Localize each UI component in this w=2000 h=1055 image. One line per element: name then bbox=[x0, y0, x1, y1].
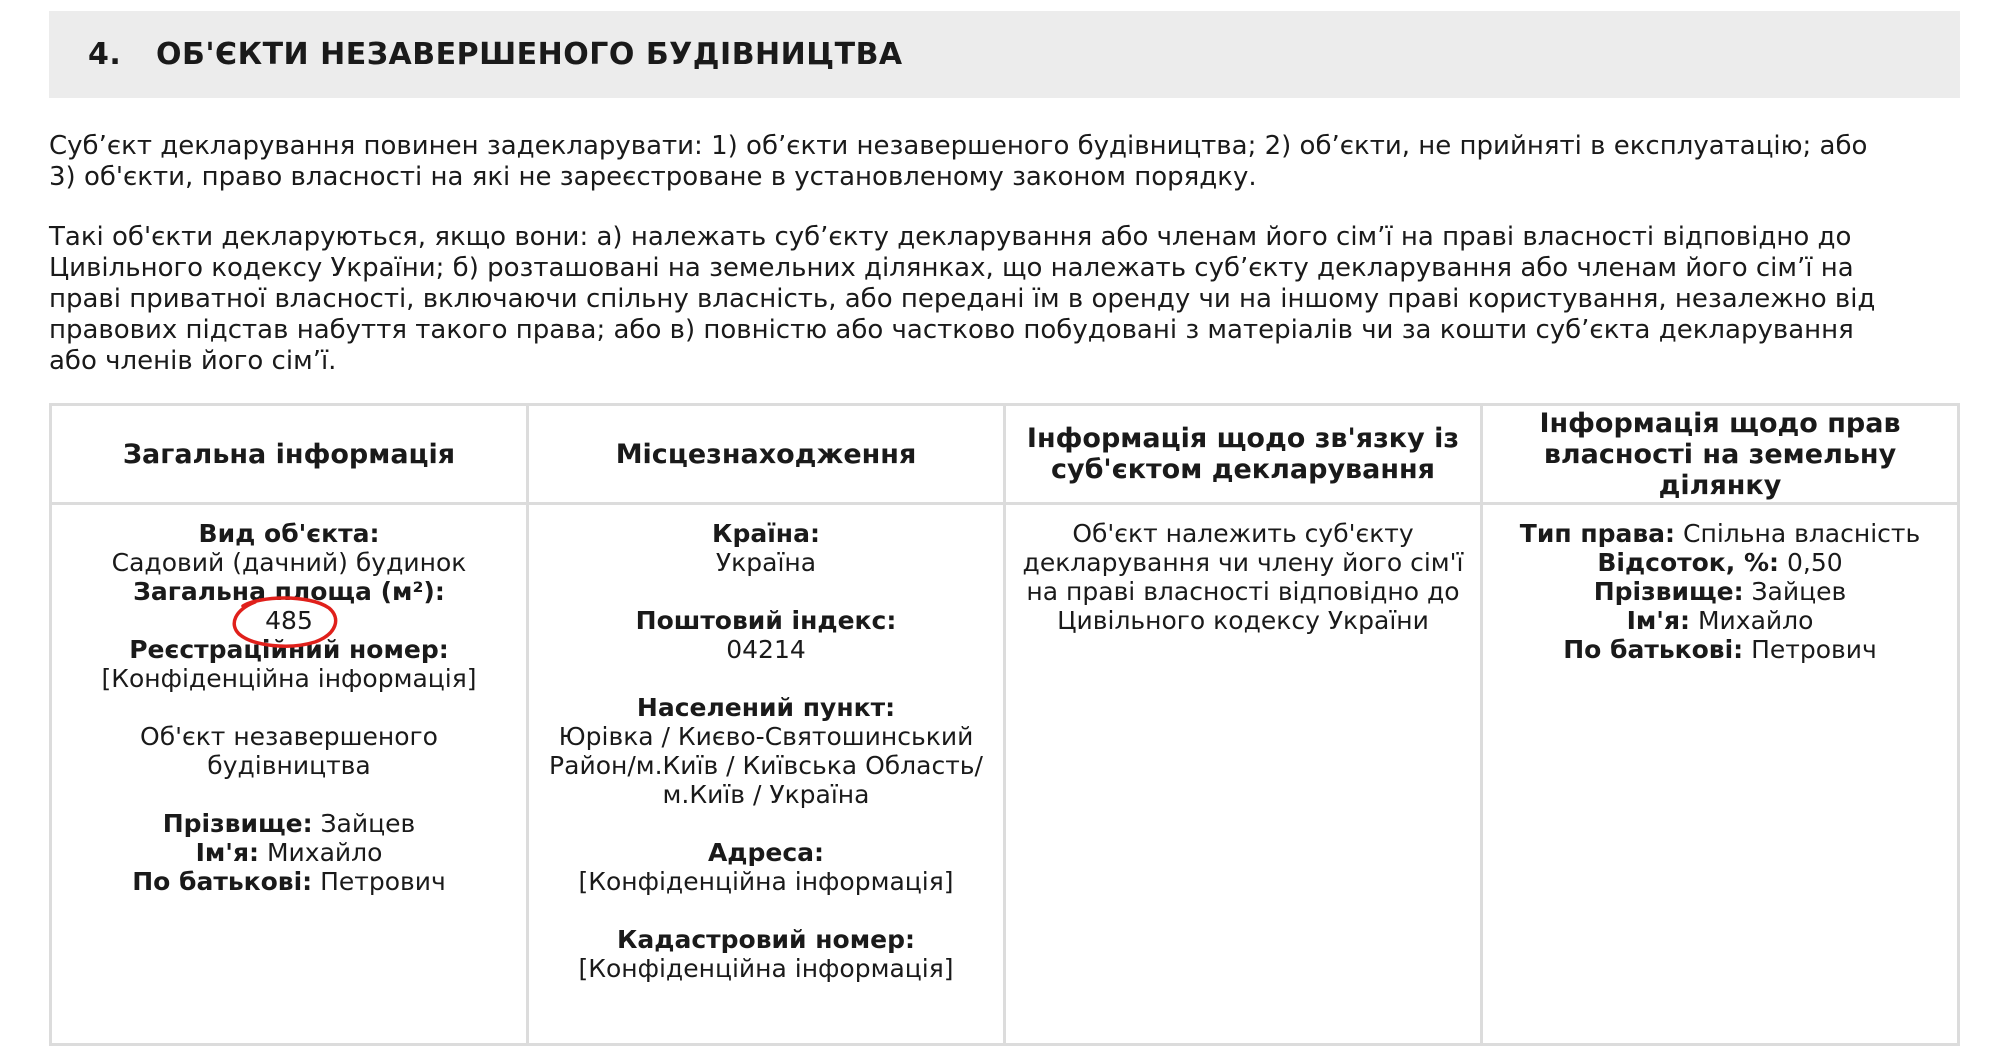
general-main-block bbox=[60, 519, 518, 693]
patronymic-label: По батькові: bbox=[132, 867, 313, 896]
header-location-label: Місцезнаходження bbox=[615, 438, 917, 470]
share-value: 0,50 bbox=[1786, 548, 1843, 577]
header-relation bbox=[1005, 405, 1482, 504]
owner-block bbox=[60, 809, 518, 896]
relation-line: Об'єкт належить суб'єкту bbox=[1072, 519, 1414, 548]
country-block bbox=[537, 519, 995, 577]
settlement-line: Район/м.Київ / Київська Область/ bbox=[549, 751, 983, 780]
area-value-wrap bbox=[265, 606, 313, 635]
header-location bbox=[528, 405, 1005, 504]
intro-p1-line: 3) об'єкти, право власності на які не зареєстроване в установленому законом порядку. bbox=[49, 162, 1257, 192]
country-value: Україна bbox=[715, 548, 817, 577]
object-type-value: Садовий (дачний) будинок bbox=[111, 548, 467, 577]
header-land-line: ділянку bbox=[1658, 469, 1782, 501]
header-land-rights bbox=[1482, 405, 1959, 504]
address-label: Адреса: bbox=[707, 838, 825, 867]
intro-paragraph-2 bbox=[49, 222, 1960, 377]
registration-number-value: [Конфіденційна інформація] bbox=[101, 664, 477, 693]
cadastral-value: [Конфіденційна інформація] bbox=[578, 954, 954, 983]
intro-p2-line: правових підстав набуття такого права; або в) повністю або частково побудовані з матеріалів чи за кошти суб’єкта декларування bbox=[49, 315, 1854, 345]
intro-p2-line: або членів його сім’ї. bbox=[49, 346, 337, 376]
land-surname-label: Прізвище: bbox=[1593, 577, 1744, 606]
cell-land-rights bbox=[1482, 504, 1959, 1045]
settlement-block bbox=[537, 693, 995, 809]
unfinished-objects-table bbox=[49, 403, 1960, 1046]
header-land-line: Інформація щодо прав bbox=[1539, 407, 1901, 439]
right-type-label: Тип права: bbox=[1519, 519, 1676, 548]
share-label: Відсоток, %: bbox=[1597, 548, 1780, 577]
object-status-block bbox=[60, 722, 518, 780]
land-name-label: Ім'я: bbox=[1626, 606, 1691, 635]
table-header-row bbox=[51, 405, 1959, 504]
header-general bbox=[51, 405, 528, 504]
header-general-label: Загальна інформація bbox=[122, 438, 456, 470]
land-rights-block bbox=[1491, 519, 1949, 664]
intro-paragraph-1 bbox=[49, 131, 1960, 193]
header-land-line: власності на земельну bbox=[1543, 438, 1897, 470]
relation-block bbox=[1014, 519, 1472, 635]
cell-location bbox=[528, 504, 1005, 1045]
registration-number-label: Реєстраційний номер: bbox=[129, 635, 449, 664]
section-title bbox=[88, 37, 903, 72]
cell-relation bbox=[1005, 504, 1482, 1045]
surname-label: Прізвище: bbox=[162, 809, 313, 838]
section-number: 4. bbox=[88, 37, 122, 72]
cell-general bbox=[51, 504, 528, 1045]
area-label: Загальна площа (м²): bbox=[133, 577, 445, 606]
postal-label: Поштовий індекс: bbox=[635, 606, 897, 635]
header-relation-line: Інформація щодо зв'язку із bbox=[1026, 423, 1460, 454]
country-label: Країна: bbox=[712, 519, 820, 548]
object-status-line: будівництва bbox=[207, 751, 371, 780]
section-header bbox=[49, 11, 1960, 98]
table-row bbox=[51, 504, 1959, 1045]
postal-block bbox=[537, 606, 995, 664]
object-type-label: Вид об'єкта: bbox=[198, 519, 380, 548]
land-patronymic-label: По батькові: bbox=[1563, 635, 1744, 664]
intro-p2-line: праві приватної власності, включаючи спільну власність, або передані їм в оренду чи на іншому праві користування, незалежно від bbox=[49, 284, 1876, 314]
land-patronymic-value: Петрович bbox=[1751, 635, 1877, 664]
settlement-line: м.Київ / Україна bbox=[662, 780, 870, 809]
patronymic-value: Петрович bbox=[320, 867, 446, 896]
land-surname-value: Зайцев bbox=[1751, 577, 1847, 606]
object-status-line: Об'єкт незавершеного bbox=[140, 722, 438, 751]
postal-value: 04214 bbox=[726, 635, 806, 664]
settlement-line: Юрівка / Києво-Святошинський bbox=[558, 722, 974, 751]
name-label: Ім'я: bbox=[195, 838, 260, 867]
intro-p1-line: Суб’єкт декларування повинен задекларувати: 1) об’єкти незавершеного будівництва; 2) об’єкти, не прийняті в експлуатацію; або bbox=[49, 131, 1868, 161]
relation-line: декларування чи члену його сім'ї bbox=[1022, 548, 1464, 577]
right-type-value: Спільна власність bbox=[1683, 519, 1921, 548]
land-name-value: Михайло bbox=[1697, 606, 1814, 635]
address-value: [Конфіденційна інформація] bbox=[578, 867, 954, 896]
intro-p2-line: Цивільного кодексу України; б) розташовані на земельних ділянках, що належать суб’єкту декларування або членам його сім’ї на bbox=[49, 253, 1854, 283]
section-title-text: ОБ'ЄКТИ НЕЗАВЕРШЕНОГО БУДІВНИЦТВА bbox=[156, 37, 903, 72]
area-value: 485 bbox=[265, 606, 313, 635]
intro-p2-line: Такі об'єкти декларуються, якщо вони: а) належать суб’єкту декларування або членам його сім’ї на праві власності відповідно до bbox=[49, 222, 1852, 252]
cadastral-block bbox=[537, 925, 995, 983]
header-relation-line: суб'єктом декларування bbox=[1050, 454, 1436, 485]
name-value: Михайло bbox=[266, 838, 383, 867]
settlement-label: Населений пункт: bbox=[636, 693, 896, 722]
address-block bbox=[537, 838, 995, 896]
relation-line: Цивільного кодексу України bbox=[1057, 606, 1429, 635]
relation-line: на праві власності відповідно до bbox=[1026, 577, 1460, 606]
cadastral-label: Кадастровий номер: bbox=[616, 925, 916, 954]
surname-value: Зайцев bbox=[320, 809, 416, 838]
